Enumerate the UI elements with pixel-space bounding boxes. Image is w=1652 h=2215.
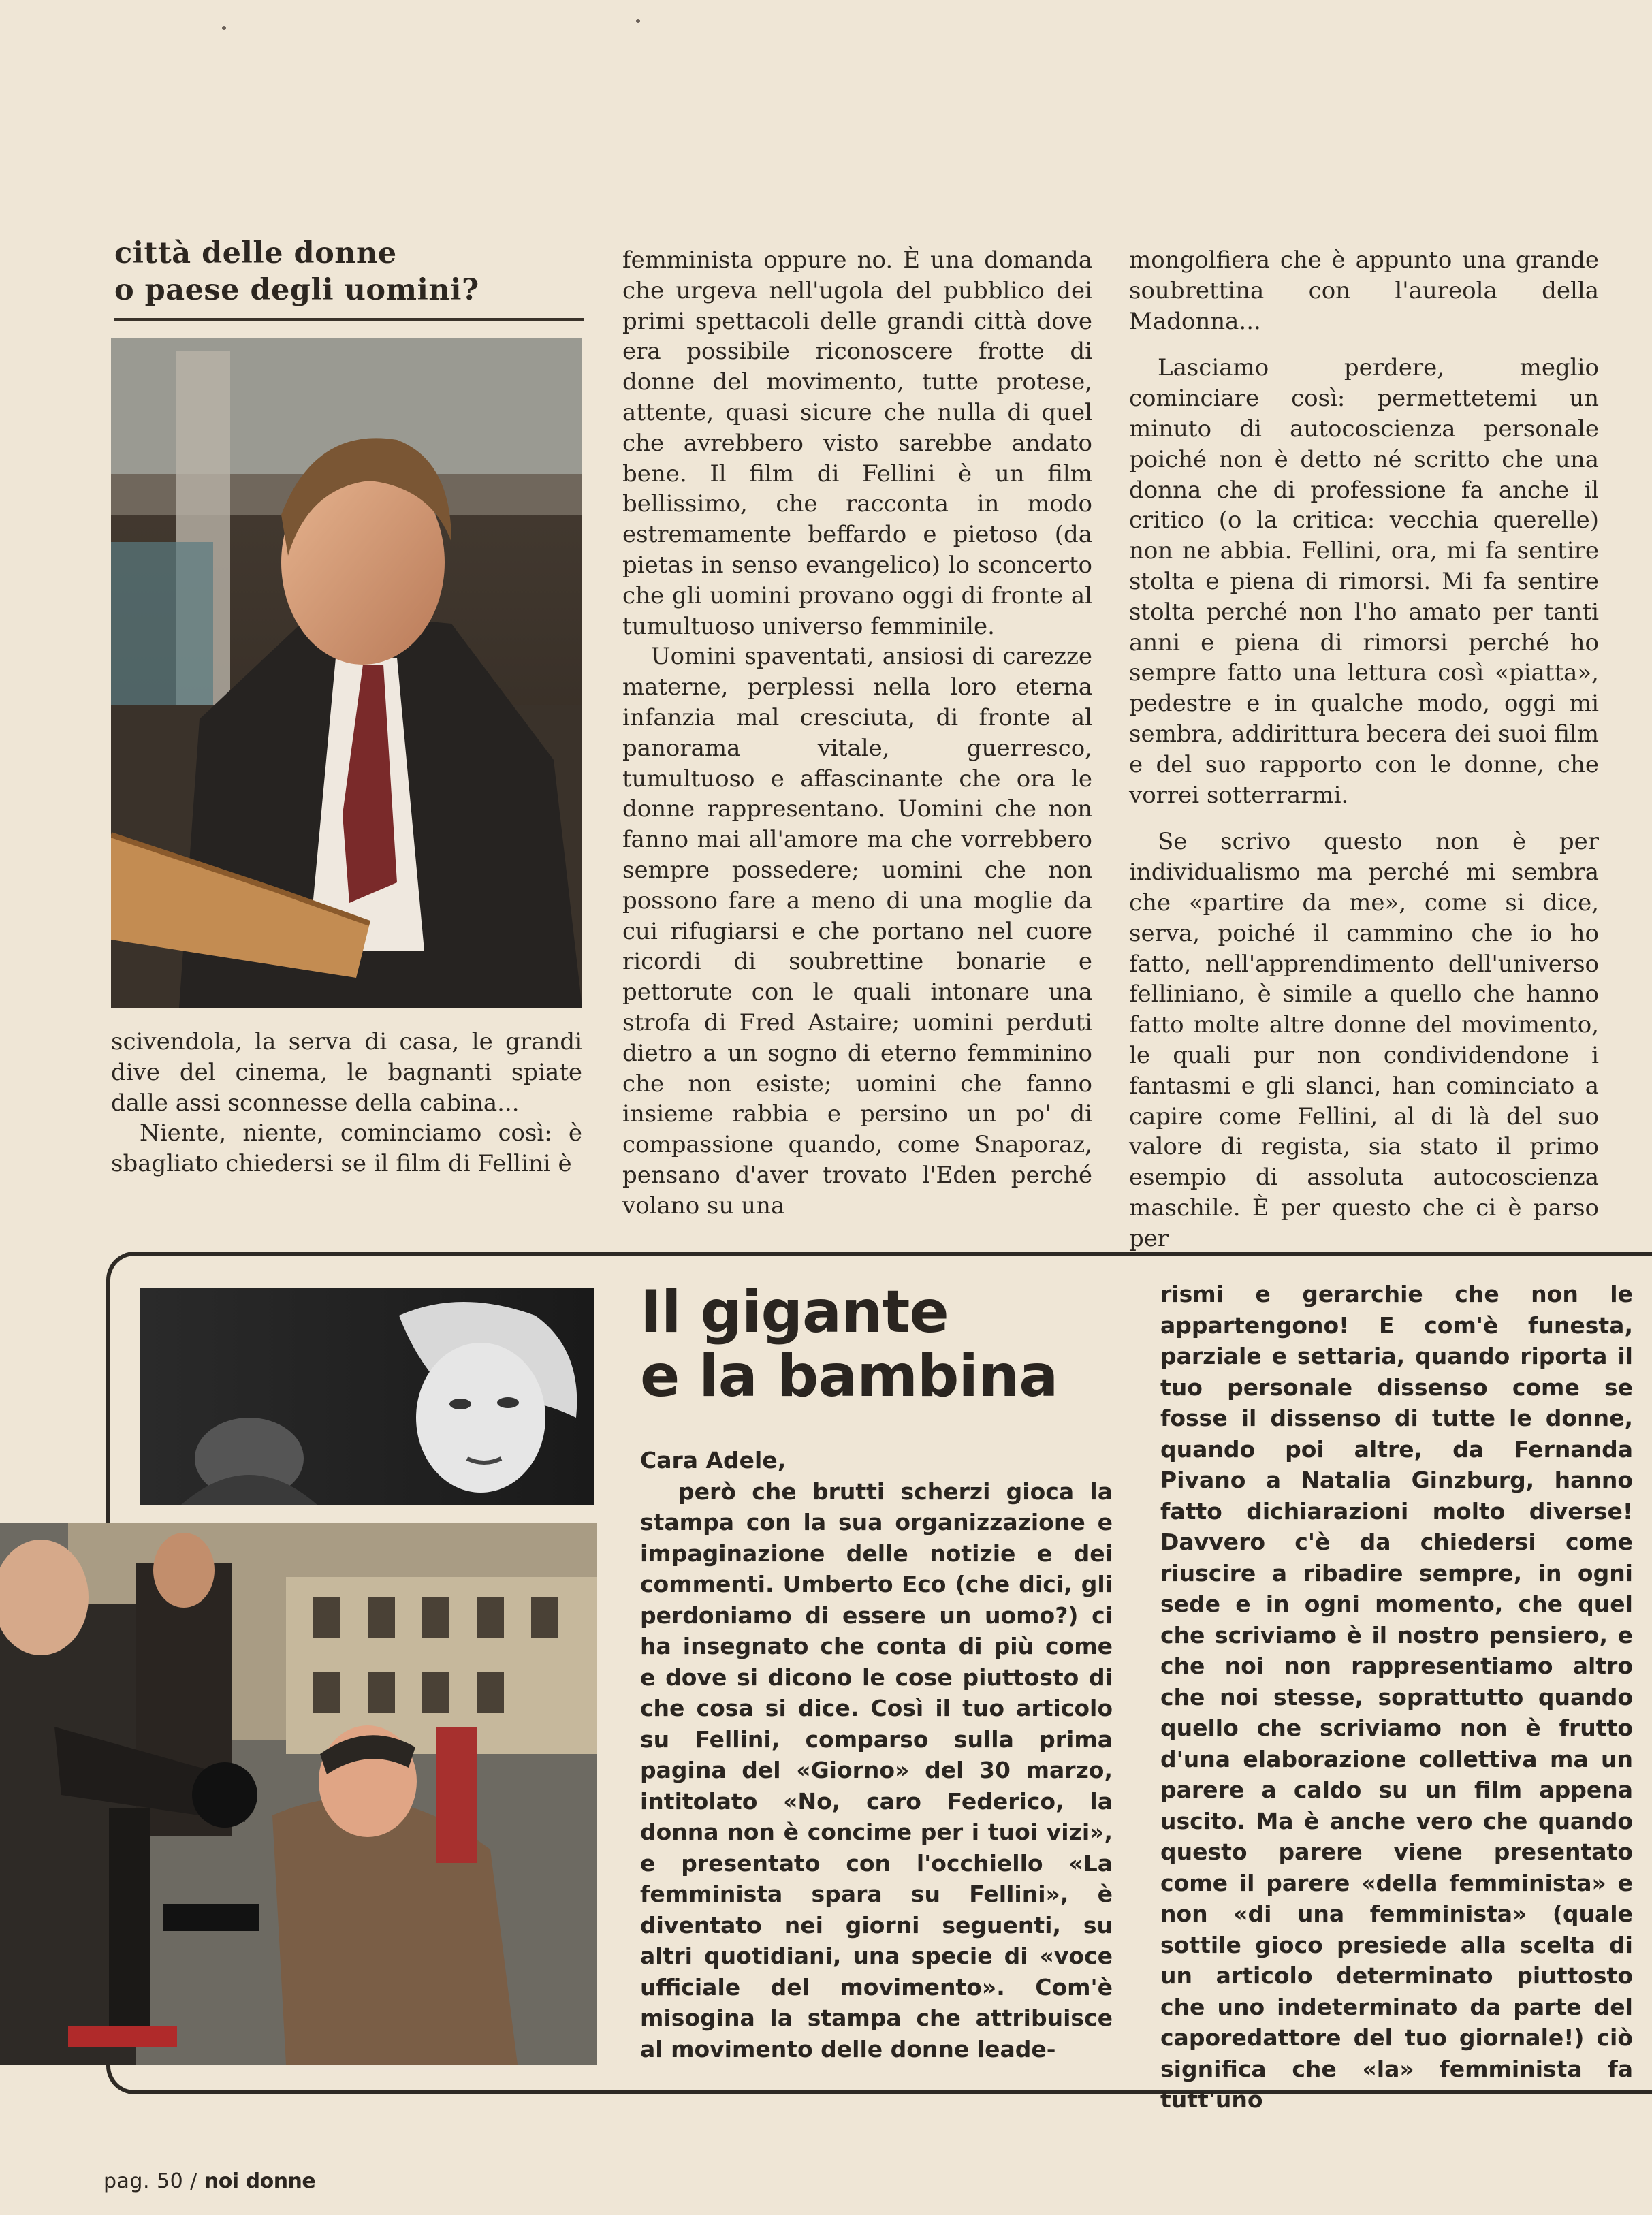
paragraph: femminista oppure no. È una domanda che urgeva nell'ugola del pubblico dei primi spettacoli delle grandi città dove era possibile riconoscere frotte di donne del movimento, tutte protese, attente, quasi sicure che nulla di quel che avrebbero visto sarebbe andato bene. Il film di Fellini è un film bellissimo, che racconta in modo estremamente beffardo e pietoso (da pietas in senso evangelico) lo sconcerto che gli uomini provano oggi di fronte al tumultuoso universo femminile. [622, 246, 1092, 640]
paragraph: Lasciamo perdere, meglio cominciare così: permettetemi un minuto di autocoscienza personale poiché non è detto né scritto che una donna che di professione fa anche il critico (o la critica: vecchia querelle) non ne abbia. Fellini, ora, mi fa sentire stolta e piena di rimorsi. Mi fa sentire stolta perché non l'ho amato per tanti anni e piena di rimorsi perché ho sempre fatto una lettura così «piatta», pedestre e in qualche modo, oggi mi sembra, addirittura becera dei suoi film e del suo rapporto con le donne, che vorrei sotterrarmi. [1129, 354, 1599, 809]
paragraph: Se scrivo questo non è per individualismo ma perché mi sembra che «partire da me», come si dice, serva, poiché il cammino che io ho fatto, nell'apprendimento dell'universo felliniano, è simile a quello che hanno fatto molte altre donne del movimento, le quali pur non condividendone i fantasmi e gli slanci, han cominciato a capire come Fellini, al di là del suo valore di regista, sia stato il primo esempio di assoluta autocoscienza maschile. È per questo che ci è parso per [1129, 828, 1599, 1252]
magazine-name: noi donne [204, 2169, 316, 2193]
paragraph: Niente, niente, cominciamo così: è sbagliato chiedersi se il film di Fellini è [111, 1119, 582, 1178]
paragraph: Uomini spaventati, ansiosi di carezze materne, perplessi nella loro eterna infanzia mal cresciuta, di fronte al panorama vitale, guerresco, tumultuoso e affascinante che ora le donne rappresentano. Uomini che non fanno mai all'amore ma che vorrebbero sempre possedere; uomini che non possono fare a meno di una moglie da cui rifugiarsi e che portano nel cuore ricordi di soubrettine bonarie e pettorute con le quali intonare una strofa di Fred Astaire; uomini perduti dietro a un sogno di eterno femminino che non esiste; uomini che fanno insieme rabbia e persino un po' di compassione quando, come Snaporaz, pensano d'aver trovato l'Eden perché volano su una [622, 643, 1092, 1220]
paragraph: scivendola, la serva di casa, le grandi dive del cinema, le bagnanti spiate dalle assi sconnesse della cabina... [111, 1028, 582, 1117]
print-speck [636, 19, 640, 23]
portrait-illustration [140, 1288, 594, 1505]
letter-paragraph: rismi e gerarchie che non le appartengono! E com'è funesta, parziale e settaria, quando riporta il tuo personale dissenso come se fosse il dissenso di tutte le donne, quando poi altre, da Fernanda Pivano a Natalia Ginzburg, hanno fatto dichiarazioni molto diverse! Davvero c'è da chiedersi come riuscire a ribadire sempre, in ogni sede e in ogni momento, che quel che scriviamo è il nostro pensiero, e che noi non rappresentiamo altro che noi stesse, soprattutto quando quello che scriviamo non è frutto d'una elaborazione collettiva ma un parere a caldo su un film appena uscito. Ma è anche vero che quando questo parere viene presentato come il parere «della femminista» e non «di una femminista» (quale sottile gioco presiede alla scelta di un articolo determinato piuttosto che uno indeterminato da parte del caporedattore del tuo giornale!) ciò significa che «la» femminista fa tutt'uno [1160, 1281, 1633, 2113]
photo-illustration [111, 338, 582, 1008]
letter-paragraph: però che brutti scherzi gioca la stampa con la sua organizzazione e impaginazione delle notizie e dei commenti. Umberto Eco (che dici, gli perdoniamo di essere un uomo?) ci ha insegnato che conta di più come e dove si dicono le cose piuttosto di che cosa si dice. Così il tuo articolo su Fellini, comparso sulla prima pagina del «Giorno» del 30 marzo, intitolato «No, caro Federico, la donna non è concime per i tuoi vizi», e presentato con l'occhiello «La femminista spara su Fellini», è diventato nei giorni seguenti, su altri quotidiani, una specie di «voce ufficiale del movimento». Com'è misogina la stampa che attribuisce al movimento delle donne leade- [640, 1478, 1113, 2062]
headline-line: Il gigante [640, 1278, 949, 1346]
film-set-photo [0, 1523, 597, 2065]
mastroianni-photo [111, 338, 582, 1008]
letter-headline [640, 1280, 1076, 1408]
paragraph: mongolfiera che è appunto una grande soubrettina con l'aureola della Madonna... [1129, 246, 1599, 335]
letter-column-1 [640, 1445, 1113, 2065]
letter-salutation: Cara Adele, [640, 1447, 787, 1473]
article-column-1 [111, 1027, 582, 1179]
article-column-2 [622, 245, 1092, 1222]
print-speck [222, 26, 226, 30]
page-footer [104, 2169, 315, 2193]
page-number: pag. 50 [104, 2169, 184, 2193]
article-column-3 [1129, 245, 1599, 1254]
woman-portrait-photo [140, 1288, 594, 1505]
kicker-line: città delle donne [114, 236, 397, 270]
film-set-illustration [0, 1523, 597, 2065]
kicker-line: o paese degli uomini? [114, 273, 479, 307]
footer-separator: / [190, 2169, 197, 2193]
letter-column-2 [1160, 1279, 1633, 2116]
headline-line: e la bambina [640, 1342, 1058, 1410]
article-kicker [114, 235, 584, 321]
